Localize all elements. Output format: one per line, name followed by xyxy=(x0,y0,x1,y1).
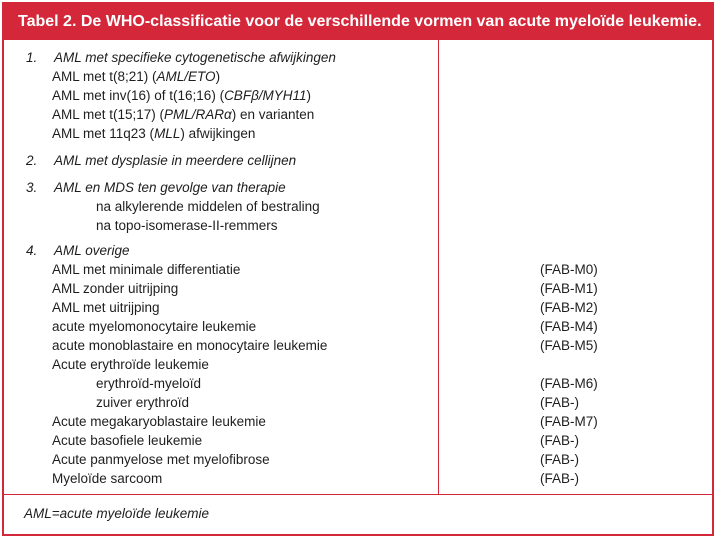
section-heading: AML en MDS ten gevolge van therapie xyxy=(54,180,286,195)
fab-code: (FAB-M0) xyxy=(540,262,598,277)
item-text: ) xyxy=(215,69,221,84)
item-text: AML met t(8;21) ( xyxy=(52,69,157,84)
fab-code: (FAB-) xyxy=(540,395,579,410)
table-title: Tabel 2. De WHO-classificatie voor de verschillende vormen van acute myeloïde leukemie. xyxy=(4,4,712,40)
section-number: 4. xyxy=(26,243,38,258)
gene-name: CBFβ/MYH11 xyxy=(224,88,307,103)
row-label: AML met uitrijping xyxy=(52,300,160,315)
section-heading: AML met specifieke cytogenetische afwijkingen xyxy=(54,50,336,65)
row-label: Acute panmyelose met myelofibrose xyxy=(52,452,270,467)
row-label: Acute basofiele leukemie xyxy=(52,433,203,448)
section-number: 1. xyxy=(26,50,38,65)
section-heading: AML overige xyxy=(54,243,130,258)
row-label: Acute megakaryoblastaire leukemie xyxy=(52,414,266,429)
row-label: zuiver erythroïd xyxy=(96,395,190,410)
fab-code: (FAB-M5) xyxy=(540,338,598,353)
item-text: ) en varianten xyxy=(231,107,315,122)
fab-code: (FAB-) xyxy=(540,433,579,448)
row-label: Myeloïde sarcoom xyxy=(52,471,163,486)
fab-code: (FAB-M1) xyxy=(540,281,598,296)
section-heading: AML met dysplasie in meerdere cellijnen xyxy=(54,153,297,168)
fab-code: (FAB-M7) xyxy=(540,414,598,429)
row-label: acute myelomonocytaire leukemie xyxy=(52,319,257,334)
who-classification-table xyxy=(2,2,714,536)
gene-name: MLL xyxy=(154,126,181,141)
row-label: AML met minimale differentiatie xyxy=(52,262,241,277)
fab-code: (FAB-M2) xyxy=(540,300,598,315)
item-text: AML met t(15;17) ( xyxy=(52,107,165,122)
fab-code: (FAB-) xyxy=(540,452,579,467)
fab-code: (FAB-M6) xyxy=(540,376,598,391)
item-text: ) afwijkingen xyxy=(180,126,256,141)
item-text: AML met 11q23 ( xyxy=(52,126,155,141)
table-body xyxy=(4,4,712,534)
gene-name: PML/RARα xyxy=(164,107,232,122)
section-number: 3. xyxy=(26,180,38,195)
row-label: erythroïd-myeloïd xyxy=(96,376,202,391)
row-label: acute monoblastaire en monocytaire leukemie xyxy=(52,338,328,353)
fab-code: (FAB-M4) xyxy=(540,319,598,334)
item-text: ) xyxy=(306,88,312,103)
section-number: 2. xyxy=(26,153,38,168)
row-label: AML zonder uitrijping xyxy=(52,281,179,296)
row-label: Acute erythroïde leukemie xyxy=(52,357,209,372)
item-text: AML met inv(16) of t(16;16) ( xyxy=(52,88,225,103)
gene-name: AML/ETO xyxy=(156,69,216,84)
fab-code: (FAB-) xyxy=(540,471,579,486)
table-footnote: AML=acute myeloïde leukemie xyxy=(24,506,209,521)
item-text: na topo-isomerase-II-remmers xyxy=(96,218,278,233)
item-text: na alkylerende middelen of bestraling xyxy=(96,199,320,214)
